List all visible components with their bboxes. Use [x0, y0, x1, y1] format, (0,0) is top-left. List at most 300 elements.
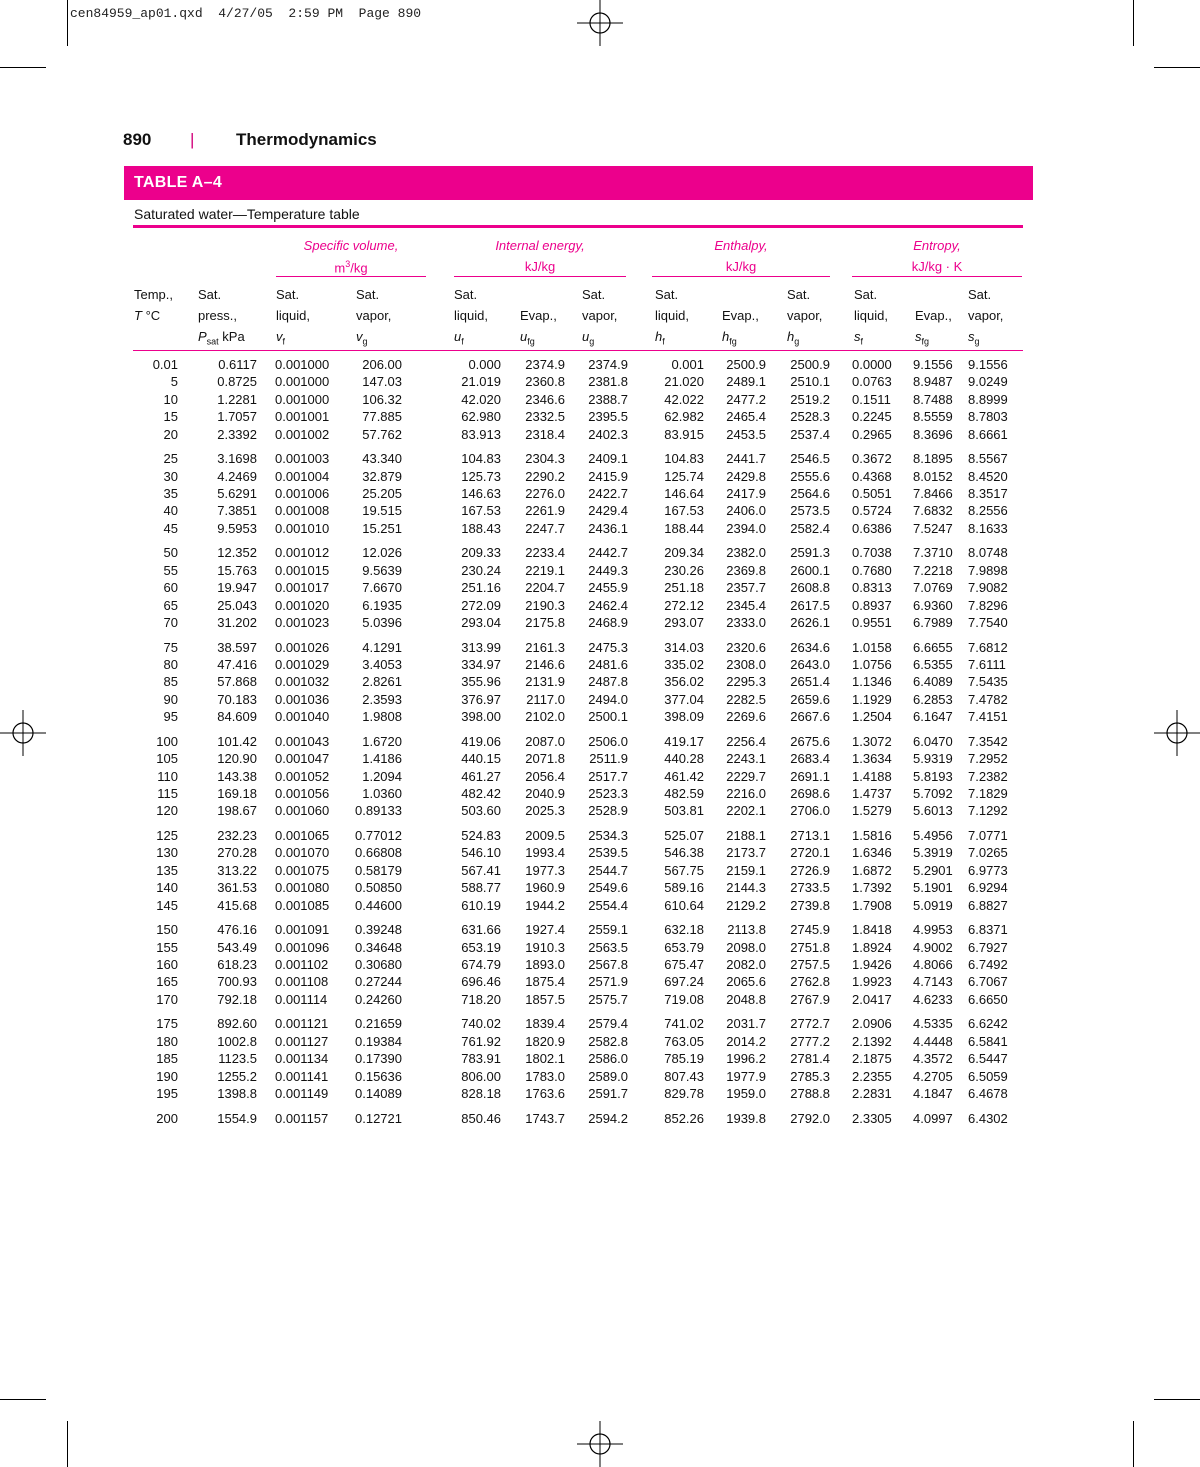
table-cell: 2582.4 [790, 520, 830, 536]
table-cell: 6.9360 [913, 597, 953, 613]
table-cell: 8.0748 [968, 545, 1008, 561]
table-cell: 40 [163, 503, 178, 519]
table-cell: 2626.1 [790, 615, 830, 630]
table-cell: 6.9773 [968, 862, 1008, 878]
table-cell: 1.5816 [852, 828, 892, 843]
table-cell: 2506.0 [588, 733, 628, 749]
table-cell: 7.0769 [913, 580, 953, 596]
table-cell: 1875.4 [525, 974, 565, 990]
table-cell: 2555.6 [790, 468, 830, 484]
table-cell: 2600.1 [790, 562, 830, 578]
registration-mark-bottom-icon [577, 1421, 623, 1467]
col-header-sfg: Evap., $s_{fg}$ [915, 308, 952, 347]
table-cell: 15.763 [217, 562, 257, 578]
table-cell: 0.001015 [275, 562, 330, 578]
table-cell: 0.0763 [852, 374, 892, 390]
table-cell: 1.1346 [852, 674, 892, 690]
table-cell: 2.0417 [852, 991, 892, 1007]
registration-mark-top-icon [577, 0, 623, 46]
table-cell: 2591.3 [790, 545, 830, 561]
table-cell: 6.1935 [362, 597, 402, 613]
table-cell: 4.9002 [913, 939, 953, 955]
table-cell: 180 [156, 1033, 178, 1049]
table-cell: 2436.1 [588, 520, 628, 536]
table-cell: 313.99 [461, 639, 501, 655]
table-cell: 0.001052 [275, 768, 330, 784]
table-cell: 2.8261 [362, 674, 402, 690]
table-cell: 588.77 [461, 880, 501, 896]
col-header-sg: Sat. vapor, $s_g$ [968, 287, 1004, 347]
table-cell: 2402.3 [588, 426, 628, 442]
table-cell: 1.0360 [362, 786, 402, 801]
table-cell: 4.2705 [913, 1068, 953, 1084]
table-cell: 0.9551 [852, 615, 892, 630]
table-cell: 1839.4 [525, 1016, 565, 1032]
table-cell: 60 [163, 580, 178, 596]
table-cell: 2082.0 [726, 957, 766, 972]
table-cell: 0.12721 [355, 1110, 402, 1126]
table-cell: 272.12 [664, 597, 704, 613]
table-cell: 125 [156, 828, 178, 843]
table-cell: 2290.2 [525, 468, 565, 484]
group-entropy-unit: kJ/kg · K [911, 259, 963, 274]
table-cell: 503.81 [664, 803, 704, 819]
table-cell: 2233.4 [525, 545, 565, 561]
table-cell: 2511.9 [589, 751, 628, 767]
table-cell: 2691.1 [790, 768, 830, 784]
table-cell: 169.18 [217, 786, 257, 801]
table-cell: 2429.8 [726, 468, 766, 484]
table-cell: 1.3634 [852, 751, 892, 767]
table-cell: 7.3710 [913, 545, 953, 561]
table-cell: 7.6812 [968, 639, 1008, 655]
table-cell: 2282.5 [726, 691, 766, 707]
table-cell: 5.4956 [913, 828, 953, 843]
table-cell: 4.9953 [913, 922, 953, 938]
table-cell: 2394.0 [726, 520, 766, 536]
table-cell: 80 [163, 657, 178, 672]
table-cell: 0.001026 [275, 639, 330, 655]
table-cell: 2295.3 [726, 674, 766, 690]
table-cell: 675.47 [664, 957, 704, 972]
table-cell: 0.001002 [275, 426, 330, 442]
col-header-temp: Temp., T °C [134, 287, 174, 323]
table-cell: 0.001017 [275, 580, 330, 596]
table-cell: 1398.8 [217, 1086, 257, 1101]
table-cell: 5.0396 [362, 615, 402, 630]
table-cell: 632.18 [664, 922, 704, 938]
table-cell: 4.1847 [913, 1086, 953, 1101]
table-cell: 2388.7 [588, 391, 628, 407]
table-cell: 2395.5 [588, 409, 628, 425]
table-cell: 2675.6 [790, 733, 830, 749]
table-cell: 2415.9 [588, 468, 628, 484]
table-cell: 8.8999 [968, 391, 1008, 407]
crop-mark-br-h [1154, 1399, 1200, 1400]
table-cell: 8.1633 [968, 520, 1008, 536]
table-cell: 6.4678 [968, 1086, 1008, 1101]
table-cell: 0.001004 [275, 468, 330, 484]
table-cell: 70 [163, 615, 178, 630]
table-cell: 4.6233 [913, 991, 953, 1007]
table-cell: 4.4448 [913, 1033, 953, 1049]
table-cell: 0.001000 [275, 374, 330, 390]
table-cell: 2777.2 [790, 1033, 830, 1049]
table-cell: 55 [163, 562, 178, 578]
col-header-sf: Sat. liquid, $s_f$ [854, 287, 888, 347]
table-cell: 185 [156, 1051, 178, 1067]
col-header-hf: Sat. liquid, $h_f$ [655, 287, 689, 347]
table-cell: 2129.2 [726, 897, 766, 913]
table-cell: 1.8924 [852, 939, 892, 955]
table-cell: 5.3919 [913, 845, 953, 861]
table-cell: 2417.9 [726, 486, 766, 501]
table-cell: 0.17390 [355, 1051, 402, 1067]
table-cell: 57.868 [217, 674, 257, 690]
table-cell: 1.1929 [852, 691, 892, 707]
table-cell: 4.5335 [913, 1016, 953, 1032]
table-cell: 7.6670 [362, 580, 402, 596]
col-header-ufg: Evap., $u_{fg}$ [520, 308, 557, 347]
table-cell: 610.19 [461, 897, 501, 913]
table-cell: 145 [156, 897, 178, 913]
table-cell: 3.1698 [217, 451, 257, 467]
table-cell: 0.8725 [217, 374, 257, 390]
table-cell: 230.26 [664, 562, 704, 578]
group-entropy-rule [852, 276, 1022, 277]
table-cell: 120 [156, 803, 178, 819]
table-cell: 829.78 [664, 1086, 704, 1101]
table-cell: 356.02 [664, 674, 704, 690]
table-cell: 2667.6 [790, 709, 830, 725]
table-cell: 0.5724 [852, 503, 892, 519]
table-cell: 2173.7 [726, 845, 766, 861]
table-cell: 1977.3 [525, 862, 565, 878]
table-cell: 2031.7 [726, 1016, 766, 1032]
table-cell: 2792.0 [790, 1110, 830, 1126]
table-cell: 2098.0 [726, 939, 766, 955]
table-cell: 2453.5 [726, 426, 766, 442]
table-cell: 100 [156, 733, 178, 749]
table-cell: 398.00 [461, 709, 501, 725]
table-cell: 1.0158 [852, 639, 892, 655]
table-cell: 12.026 [362, 545, 402, 561]
table-cell: 8.5559 [913, 409, 953, 425]
table-cell: 6.6655 [913, 639, 953, 655]
table-cell: 461.27 [461, 768, 501, 784]
table-cell: 8.1895 [913, 451, 953, 467]
table-cell: 2146.6 [525, 657, 565, 672]
table-cell: 8.6661 [968, 426, 1008, 442]
table-cell: 653.19 [461, 939, 501, 955]
table-cell: 2.0906 [852, 1016, 892, 1032]
table-cell: 2726.9 [790, 862, 830, 878]
table-cell: 2332.5 [525, 409, 565, 425]
table-cell: 2500.1 [588, 709, 628, 725]
table-cell: 95 [163, 709, 178, 725]
table-cell: 0.19384 [355, 1033, 402, 1049]
table-cell: 83.913 [461, 426, 501, 442]
table-cell: 0.001008 [275, 503, 330, 519]
table-cell: 2320.6 [726, 639, 766, 655]
table-cell: 1.2281 [217, 391, 257, 407]
caption-rule [133, 225, 1023, 228]
table-cell: 2549.6 [588, 880, 628, 896]
group-specific-volume-title: Specific volume, [303, 238, 399, 253]
table-cell: 503.60 [461, 803, 501, 819]
table-cell: 806.00 [461, 1068, 501, 1084]
table-cell: 84.609 [217, 709, 257, 725]
table-cell: 2788.8 [790, 1086, 830, 1101]
group-specific-volume-rule [276, 276, 426, 277]
table-cell: 0.89133 [355, 803, 402, 819]
table-cell: 8.2556 [968, 503, 1008, 519]
table-cell: 175 [156, 1016, 178, 1032]
table-cell: 0.001065 [275, 828, 330, 843]
registration-mark-right-icon [1154, 710, 1200, 756]
table-cell: 2534.3 [588, 828, 628, 843]
table-cell: 130 [156, 845, 178, 861]
table-cell: 2698.6 [790, 786, 830, 801]
table-cell: 45 [163, 520, 178, 536]
table-cell: 2559.1 [588, 922, 628, 938]
table-cell: 892.60 [217, 1016, 257, 1032]
table-cell: 2.3305 [852, 1110, 892, 1126]
table-cell: 0.66808 [355, 845, 402, 861]
table-cell: 697.24 [664, 974, 704, 990]
table-cell: 2449.3 [588, 562, 628, 578]
table-cell: 50 [163, 545, 178, 561]
table-cell: 0.50850 [355, 880, 402, 896]
table-cell: 135 [156, 862, 178, 878]
table-cell: 15.251 [362, 520, 402, 536]
table-cell: 4.1291 [362, 639, 402, 655]
table-cell: 1944.2 [525, 897, 565, 913]
table-cell: 2333.0 [726, 615, 766, 630]
table-cell: 42.020 [461, 391, 501, 407]
table-cell: 2346.6 [525, 391, 565, 407]
table-cell: 335.02 [664, 657, 704, 672]
table-cell: 1.8418 [852, 922, 892, 938]
table-cell: 2617.5 [790, 597, 830, 613]
table-cell: 25 [163, 451, 178, 467]
table-cell: 2374.9 [525, 357, 565, 372]
group-entropy-title: Entropy, [913, 238, 961, 253]
table-cell: 610.64 [664, 897, 704, 913]
table-cell: 2651.4 [790, 674, 830, 690]
table-cell: 0.21659 [355, 1016, 402, 1032]
table-cell: 0.8313 [852, 580, 892, 596]
table-cell: 2510.1 [790, 374, 830, 390]
table-cell: 110 [157, 768, 178, 784]
table-cell: 482.42 [461, 786, 501, 801]
table-cell: 167.53 [461, 503, 501, 519]
table-cell: 2.2355 [852, 1068, 892, 1084]
table-cell: 0.001149 [275, 1086, 329, 1101]
table-cell: 5.2901 [913, 862, 953, 878]
table-cell: 807.43 [664, 1068, 704, 1084]
table-cell: 2204.7 [525, 580, 565, 596]
table-cell: 2369.8 [726, 562, 766, 578]
table-cell: 0.001091 [275, 922, 330, 938]
table-cell: 6.6242 [968, 1016, 1008, 1032]
table-cell: 1.9426 [852, 957, 892, 972]
table-cell: 850.46 [461, 1110, 501, 1126]
table-cell: 0.14089 [355, 1086, 402, 1101]
table-cell: 6.7492 [968, 957, 1008, 972]
table-cell: 2477.2 [726, 391, 766, 407]
table-cell: 852.26 [664, 1110, 704, 1126]
group-internal-energy-unit: kJ/kg [524, 259, 556, 274]
table-cell: 2360.8 [525, 374, 565, 390]
table-cell: 1.3072 [852, 733, 892, 749]
table-cell: 0.001108 [275, 974, 329, 990]
table-cell: 125.74 [664, 468, 704, 484]
table-cell: 2188.1 [726, 828, 766, 843]
table-cell: 1993.4 [525, 845, 565, 861]
table-cell: 589.16 [664, 880, 704, 896]
table-cell: 293.07 [664, 615, 704, 630]
table-cell: 1.4188 [852, 768, 892, 784]
table-cell: 2102.0 [525, 709, 565, 725]
table-cell: 440.28 [664, 751, 704, 767]
table-label: TABLE A–4 [134, 174, 223, 191]
table-cell: 2683.4 [790, 751, 830, 767]
table-cell: 313.22 [217, 862, 257, 878]
table-cell: 2500.9 [726, 357, 766, 372]
table-cell: 155 [156, 939, 178, 955]
table-cell: 2318.4 [525, 426, 565, 442]
table-cell: 0.0000 [852, 357, 892, 372]
table-cell: 2229.7 [726, 768, 766, 784]
table-cell: 7.1292 [968, 803, 1008, 819]
table-cell: 2487.8 [588, 674, 628, 690]
table-cell: 7.8466 [913, 486, 953, 501]
table-cell: 5 [170, 374, 178, 390]
table-cell: 2500.9 [790, 357, 830, 372]
table-cell: 2579.4 [588, 1016, 628, 1032]
table-cell: 77.885 [362, 409, 402, 425]
table-cell: 482.59 [664, 786, 704, 801]
col-header-uf: Sat. liquid, $u_f$ [454, 287, 488, 347]
table-cell: 524.83 [461, 828, 501, 843]
table-cell: 200 [156, 1110, 178, 1126]
table-cell: 5.9319 [913, 751, 953, 767]
crop-mark-bl-v [67, 1421, 68, 1467]
table-cell: 2539.5 [588, 845, 628, 861]
table-cell: 2489.1 [726, 374, 766, 390]
table-cell: 0.001000 [275, 357, 330, 372]
table-cell: 567.75 [664, 862, 704, 878]
table-cell: 2056.4 [525, 768, 565, 784]
table-cell: 0.001020 [275, 597, 330, 613]
crop-mark-bl-h [0, 1399, 46, 1400]
table-cell: 147.03 [362, 374, 402, 390]
table-cell: 2575.7 [588, 991, 628, 1007]
table-cell: 0.001056 [275, 786, 330, 801]
table-cell: 2591.7 [588, 1086, 628, 1101]
table-cell: 361.53 [217, 880, 257, 896]
table-cell: 355.96 [461, 674, 501, 690]
table-cell: 7.6111 [968, 657, 1006, 672]
table-cell: 0.24260 [355, 991, 402, 1007]
table-cell: 104.83 [461, 451, 501, 467]
table-cell: 2634.6 [790, 639, 830, 655]
table-cell: 2571.9 [588, 974, 628, 990]
table-cell: 90 [163, 691, 178, 707]
table-cell: 165 [156, 974, 178, 990]
table-cell: 232.23 [217, 828, 257, 843]
table-cell: 2261.9 [525, 503, 565, 519]
table-cell: 7.5247 [913, 520, 953, 536]
table-cell: 2519.2 [790, 391, 830, 407]
table-cell: 653.79 [664, 939, 704, 955]
table-cell: 2071.8 [525, 751, 565, 767]
table-cell: 1.7057 [217, 409, 257, 425]
table-cell: 7.0265 [968, 845, 1008, 861]
table-cell: 206.00 [362, 357, 402, 372]
table-cell: 0.001012 [275, 545, 330, 561]
table-cell: 0.001036 [275, 691, 330, 707]
table-cell: 2.1392 [852, 1033, 892, 1049]
table-cell: 7.3542 [968, 733, 1008, 749]
table-cell: 0.001127 [275, 1033, 329, 1049]
table-cell: 209.33 [461, 545, 501, 561]
table-cell: 251.18 [664, 580, 704, 596]
table-cell: 0.001141 [275, 1068, 329, 1084]
table-cell: 6.0470 [913, 733, 953, 749]
col-header-hg: Sat. vapor, $h_g$ [787, 287, 823, 347]
table-cell: 2276.0 [525, 486, 565, 501]
table-cell: 2048.8 [726, 991, 766, 1007]
table-caption: Saturated water—Temperature table [134, 206, 360, 222]
table-cell: 2131.9 [525, 674, 565, 690]
table-cell: 1783.0 [525, 1068, 565, 1084]
table-cell: 7.8296 [968, 597, 1008, 613]
table-cell: 1.5279 [852, 803, 892, 819]
table-cell: 188.43 [461, 520, 501, 536]
table-cell: 741.02 [664, 1016, 704, 1032]
table-cell: 6.5355 [913, 657, 953, 672]
table-cell: 62.980 [461, 409, 501, 425]
book-title: Thermodynamics [236, 130, 377, 149]
table-cell: 0.2245 [852, 409, 892, 425]
table-cell: 0.001114 [275, 991, 328, 1007]
table-cell: 2219.1 [525, 562, 565, 578]
crop-mark-tr-v [1133, 0, 1134, 46]
table-cell: 9.5953 [217, 520, 257, 536]
table-cell: 83.915 [664, 426, 704, 442]
group-enthalpy-rule [652, 276, 830, 277]
table-cell: 3.4053 [362, 657, 402, 672]
table-cell: 19.947 [217, 580, 257, 596]
table-cell: 2563.5 [588, 939, 628, 955]
table-cell: 0.01 [152, 357, 178, 372]
table-cell: 0.2965 [852, 426, 892, 442]
table-cell: 101.42 [217, 733, 257, 749]
table-cell: 2247.7 [525, 520, 565, 536]
table-cell: 0.001070 [275, 845, 330, 861]
table-cell: 2087.0 [525, 733, 565, 749]
table-cell: 2757.5 [790, 957, 830, 972]
table-cell: 440.15 [461, 751, 501, 767]
table-cell: 2594.2 [588, 1110, 628, 1126]
table-cell: 150 [156, 922, 178, 938]
table-cell: 1.0756 [852, 657, 892, 672]
table-cell: 719.08 [664, 991, 704, 1007]
table-cell: 6.9294 [968, 880, 1008, 896]
table-cell: 0.001102 [275, 957, 329, 972]
